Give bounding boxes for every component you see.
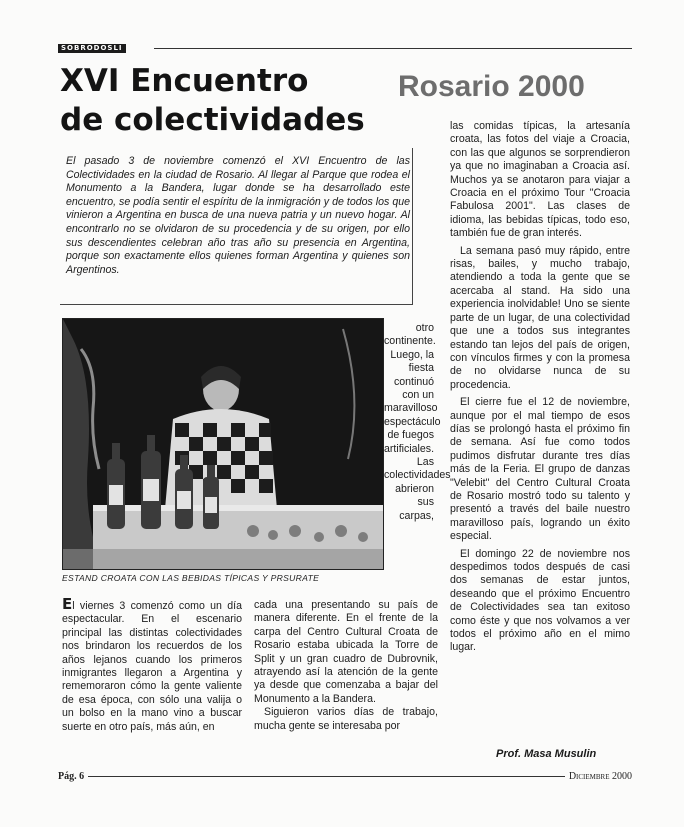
right-paragraph-2: La semana pasó muy rápido, entre risas, bailes, y mucho trabajo, atendiendo a toda la gente que se acercaba al stand. Ha sido una experiencia inolvidable! Uno se siente parte de un lugar, de una colectividad que une a todos sus integrantes estando tan lejos del país de origen, con vínculos firmes y con la promesa de no olvidarse nunca de su procedencia. — [450, 244, 630, 391]
footer-rule — [58, 776, 632, 777]
section-label: SOBRODOSLI — [58, 44, 126, 53]
narrow-column: otro continente. Luego, la fiesta continuó con un maravilloso espectáculo de fuegos artificiales. Las colectividades abrieron sus carpas, — [384, 322, 451, 522]
right-paragraph-1: las comidas típicas, la artesanía croata, las fotos del viaje a Croacia, con las que algunos se sorprendieron ya que no imaginaban a Croacia así. Muchos ya se anotaron para viajar a Croacia en el próximo Tour "Croacia Fabulosa 2001". Las clases de idioma, las bebidas típicas, todo eso, también fue de gran interés. — [450, 120, 630, 240]
right-paragraph-4: El domingo 22 de noviembre nos despedimos todos después de casi dos semanas de estar juntos, deseando que el próximo Encuentro de Colectividades sea tan exitoso como éste y que nos volvamos a ver todos el próximo año en el mimo lugar. — [450, 547, 630, 654]
page-number: Pág. 6 — [58, 771, 88, 782]
drop-cap: E — [62, 595, 73, 613]
stand-photo-illustration — [63, 319, 383, 569]
column-b — [254, 599, 438, 733]
intro-paragraph: El pasado 3 de noviembre comenzó el XVI Encuentro de las Colectividades en la ciudad de Rosario. Al llegar al Parque que rodea el Monumento a la Bandera, lugar donde se ha desarrollado este encuentro, se podía sentir el espíritu de la inmigración y de todos los que vinieron a Argentina en busca de una nueva patria y un nuevo hogar. Al encontrarlo no se olvidaron de su procedencia y de su origen, por ello sus descendientes celebran año tras año su presencia en Argentina, porque son exactamente ellos quienes forman Argentina y quienes son Argentinos. — [66, 155, 410, 276]
author-signature: Prof. Masa Musulin — [496, 748, 597, 760]
column-b-paragraph-2: Siguieron varios días de trabajo, mucha gente se interesaba por — [254, 706, 438, 732]
column-a — [62, 595, 242, 734]
title-line-1: XVI Encuentro — [60, 63, 309, 99]
column-b-paragraph-1: cada una presentando su país de manera diferente. En el frente de la carpa del Centro Cultural Croata de Rosario estaba ubicada la Torre de Split y un gran cuadro de Dubrovnik, atrayendo así la atención de la gente ya desde que comenzaba a bajar del Monumento a la Bandera. — [254, 599, 438, 705]
stand-photo — [62, 318, 384, 570]
article-title — [60, 62, 365, 140]
right-column — [450, 120, 630, 659]
issue-date: Diciembre 2000 — [565, 771, 632, 782]
photo-caption: ESTAND CROATA CON LAS BEBIDAS TÍPICAS Y PRSURATE — [62, 573, 320, 583]
header-rule — [154, 48, 632, 49]
section-header — [58, 44, 632, 53]
right-paragraph-3: El cierre fue el 12 de noviembre, aunque por el mal tiempo de esos días se prolongó hasta el próximo fin de semana. Así fue como todos pudimos disfrutar durante tres días más de la Feria. El grupo de danzas "Velebit" del Centro Cultural Croata de Rosario mostró todo su talento y presentó a través del baile nuestro maravilloso país, logrando un éxito especial. — [450, 396, 630, 543]
title-line-2: de colectividades — [60, 102, 365, 138]
column-a-paragraph — [62, 595, 242, 734]
column-a-text: l viernes 3 comenzó como un día espectacular. En el escenario principal las distintas colectividades nos brindaron los recuerdos de los años lejanos cuando los primeros inmigrantes llegaron a Argentina y rememoraron cómo la gente valiente de esa época, con sólo una valija o un bolso en la mano vino a buscar suerte en otro país, más aún, en — [62, 600, 242, 733]
article-kicker: Rosario 2000 — [398, 70, 585, 103]
